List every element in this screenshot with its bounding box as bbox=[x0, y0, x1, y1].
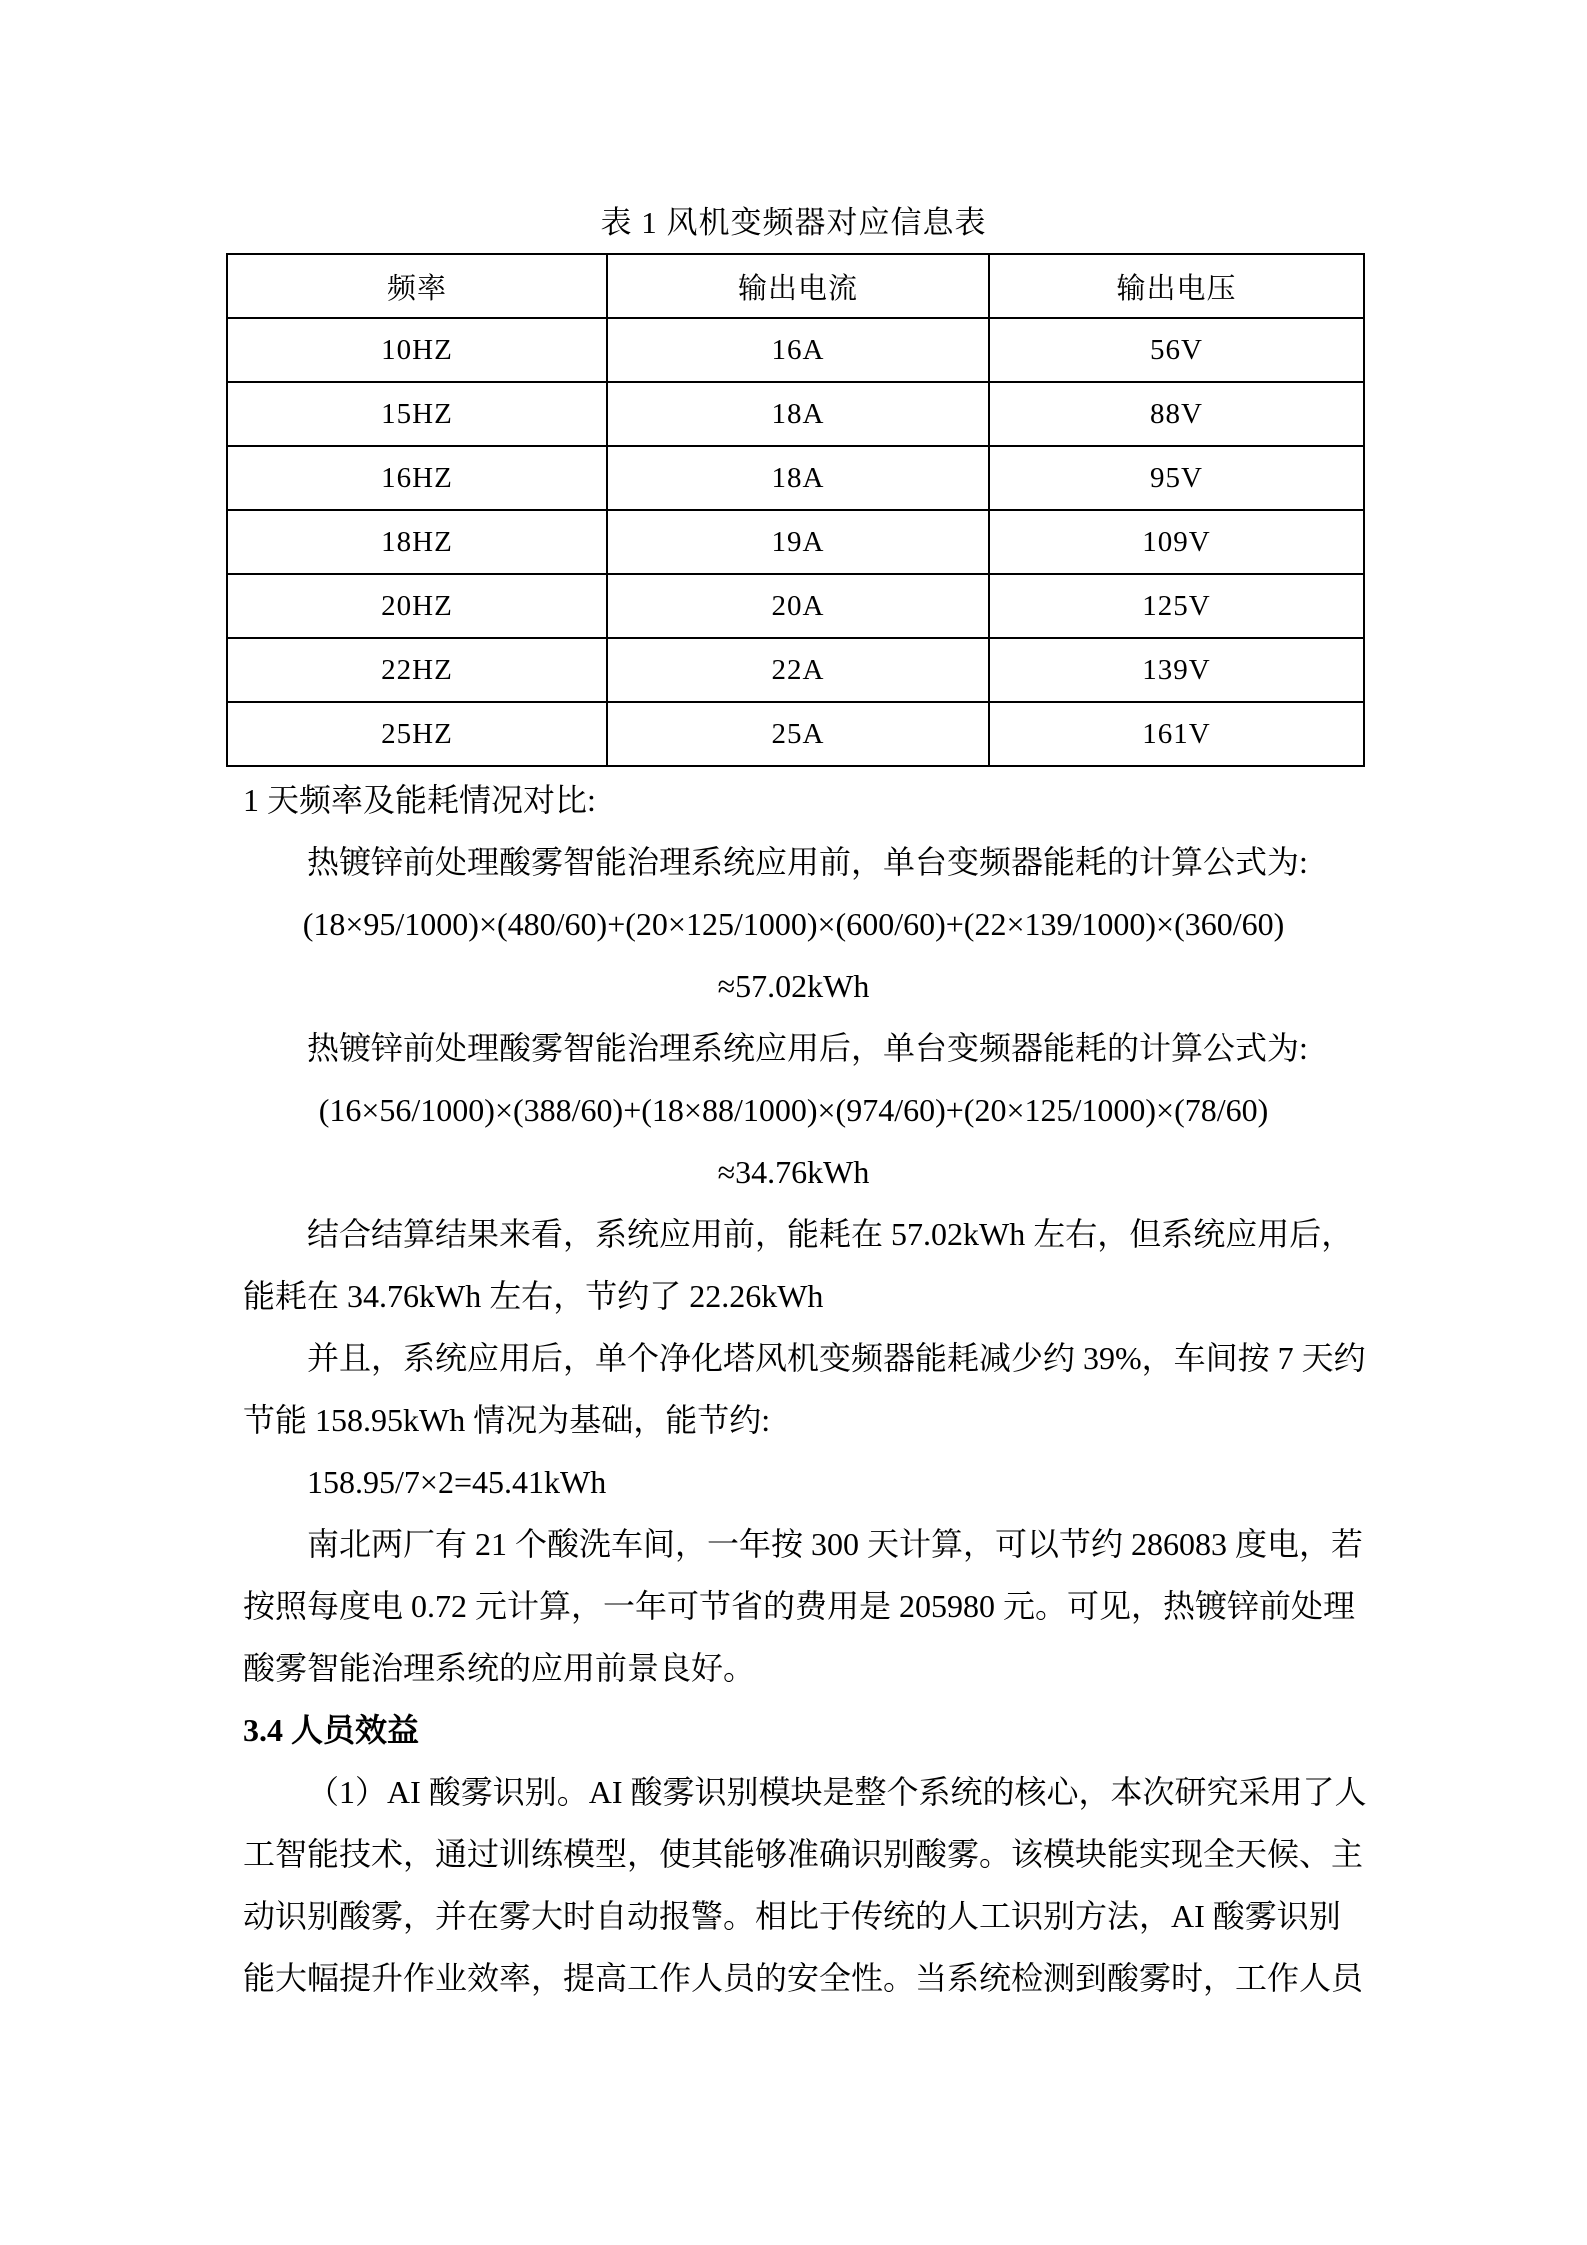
column-header-output-current: 输出电流 bbox=[607, 254, 989, 318]
formula-line: (18×95/1000)×(480/60)+(20×125/1000)×(600/60)+(22×139/1000)×(360/60) bbox=[302, 906, 1285, 942]
table-row bbox=[227, 446, 1364, 510]
table-row bbox=[227, 382, 1364, 446]
section-heading: 3.4 人员效益 bbox=[243, 1712, 420, 1748]
table-header-row bbox=[227, 254, 1364, 318]
paragraph-line: 工智能技术，通过训练模型，使其能够准确识别酸雾。该模块能实现全天候、主 bbox=[243, 1836, 1364, 1872]
paragraph-line: 动识别酸雾，并在雾大时自动报警。相比于传统的人工识别方法，AI 酸雾识别 bbox=[243, 1898, 1341, 1934]
cell-frequency: 16HZ bbox=[227, 446, 607, 510]
cell-voltage: 125V bbox=[989, 574, 1364, 638]
cell-voltage: 56V bbox=[989, 318, 1364, 382]
paragraph-line: 热镀锌前处理酸雾智能治理系统应用前，单台变频器能耗的计算公式为: bbox=[307, 844, 1308, 880]
cell-current: 18A bbox=[607, 446, 989, 510]
paragraph-line: 1 天频率及能耗情况对比: bbox=[243, 782, 596, 818]
body-text bbox=[243, 769, 1367, 2009]
table-caption: 表 1 风机变频器对应信息表 bbox=[600, 205, 987, 240]
paragraph-line: 按照每度电 0.72 元计算，一年可节省的费用是 205980 元。可见，热镀锌前处理 bbox=[243, 1588, 1356, 1624]
column-header-frequency: 频率 bbox=[227, 254, 607, 318]
paragraph-line: 能耗在 34.76kWh 左右，节约了 22.26kWh bbox=[243, 1278, 824, 1314]
cell-voltage: 139V bbox=[989, 638, 1364, 702]
formula-line: 158.95/7×2=45.41kWh bbox=[307, 1464, 607, 1500]
cell-frequency: 10HZ bbox=[227, 318, 607, 382]
paragraph-line: 并且，系统应用后，单个净化塔风机变频器能耗减少约 39%，车间按 7 天约 bbox=[307, 1340, 1366, 1376]
paragraph-line: 酸雾智能治理系统的应用前景良好。 bbox=[243, 1650, 756, 1686]
table-row bbox=[227, 574, 1364, 638]
column-header-output-voltage: 输出电压 bbox=[989, 254, 1364, 318]
formula-result: ≈57.02kWh bbox=[717, 968, 870, 1004]
paragraph-line: 结合结算结果来看，系统应用前，能耗在 57.02kWh 左右，但系统应用后， bbox=[307, 1216, 1354, 1252]
paragraph-line: 南北两厂有 21 个酸洗车间，一年按 300 天计算，可以节约 286083 度电，若 bbox=[307, 1526, 1364, 1562]
cell-frequency: 25HZ bbox=[227, 702, 607, 766]
fan-inverter-info-table bbox=[226, 253, 1365, 767]
cell-frequency: 15HZ bbox=[227, 382, 607, 446]
paragraph-line: 节能 158.95kWh 情况为基础，能节约: bbox=[243, 1402, 771, 1438]
paragraph-line: 能大幅提升作业效率，提高工作人员的安全性。当系统检测到酸雾时，工作人员 bbox=[243, 1960, 1364, 1996]
cell-voltage: 88V bbox=[989, 382, 1364, 446]
formula-line: (16×56/1000)×(388/60)+(18×88/1000)×(974/60)+(20×125/1000)×(78/60) bbox=[318, 1092, 1269, 1128]
paragraph-line: （1）AI 酸雾识别。AI 酸雾识别模块是整个系统的核心，本次研究采用了人 bbox=[307, 1774, 1367, 1810]
cell-frequency: 22HZ bbox=[227, 638, 607, 702]
cell-voltage: 161V bbox=[989, 702, 1364, 766]
table-row bbox=[227, 510, 1364, 574]
cell-current: 22A bbox=[607, 638, 989, 702]
cell-current: 16A bbox=[607, 318, 989, 382]
paragraph-line: 热镀锌前处理酸雾智能治理系统应用后，单台变频器能耗的计算公式为: bbox=[307, 1030, 1308, 1066]
cell-current: 20A bbox=[607, 574, 989, 638]
table-row bbox=[227, 638, 1364, 702]
cell-current: 19A bbox=[607, 510, 989, 574]
cell-current: 18A bbox=[607, 382, 989, 446]
cell-frequency: 20HZ bbox=[227, 574, 607, 638]
cell-frequency: 18HZ bbox=[227, 510, 607, 574]
table-row bbox=[227, 318, 1364, 382]
table-row bbox=[227, 702, 1364, 766]
cell-current: 25A bbox=[607, 702, 989, 766]
formula-result: ≈34.76kWh bbox=[717, 1154, 870, 1190]
cell-voltage: 95V bbox=[989, 446, 1364, 510]
cell-voltage: 109V bbox=[989, 510, 1364, 574]
